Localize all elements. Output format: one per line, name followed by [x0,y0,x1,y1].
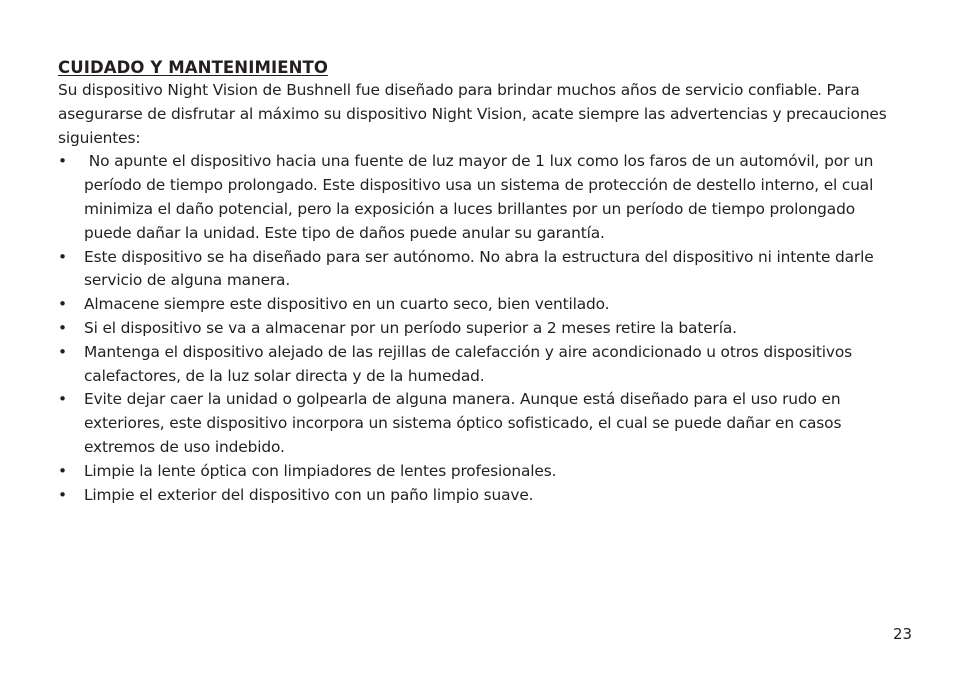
precautions-list [58,150,898,507]
bullet-icon: • [58,318,67,337]
list-item-text: Este dispositivo se ha diseñado para ser autónomo. No abra la estructura del dispositivo ni intente darle servicio de alguna manera. [84,247,874,290]
list-item-text: Evite dejar caer la unidad o golpearla de alguna manera. Aunque está diseñado para el uso rudo en exteriores, este dispositivo incorpora un sistema óptico sofisticado, el cual se puede dañar en casos extremos de uso indebido. [84,390,842,456]
list-item [58,388,898,459]
list-item-text: Limpie el exterior del dispositivo con un paño limpio suave. [84,485,534,504]
bullet-icon: • [58,295,67,314]
list-item [58,150,898,245]
list-item [58,484,898,508]
list-item-text: Mantenga el dispositivo alejado de las rejillas de calefacción y aire acondicionado u otros dispositivos calefactores, de la luz solar directa y de la humedad. [84,342,853,385]
section-heading: CUIDADO Y MANTENIMIENTO [58,58,328,77]
list-item [58,246,898,294]
bullet-icon: • [58,390,67,409]
page-content [58,57,898,507]
list-item-text: No apunte el dispositivo hacia una fuente de luz mayor de 1 lux como los faros de un automóvil, por un período de tiempo prolongado. Este dispositivo usa un sistema de protección de destello interno, el cual minimiza el daño potencial, pero la exposición a luces brillantes por un período de tiempo prolongado puede dañar la unidad. Este tipo de daños puede anular su garantía. [84,152,878,242]
list-item-text: Si el dispositivo se va a almacenar por un período superior a 2 meses retire la batería. [84,318,737,337]
list-item-text: Limpie la lente óptica con limpiadores de lentes profesionales. [84,461,557,480]
list-item [58,460,898,484]
page-number: 23 [893,625,913,643]
list-item [58,341,898,389]
intro-paragraph: Su dispositivo Night Vision de Bushnell fue diseñado para brindar muchos años de servicio confiable. Para asegurarse de disfrutar al máximo su dispositivo Night Vision, acate siempre las advertencias y precauciones siguientes: [58,81,887,147]
bullet-icon: • [58,152,67,171]
bullet-icon: • [58,342,67,361]
bullet-icon: • [58,485,67,504]
bullet-icon: • [58,247,67,266]
list-item-text: Almacene siempre este dispositivo en un cuarto seco, bien ventilado. [84,295,610,314]
list-item [58,317,898,341]
bullet-icon: • [58,461,67,480]
list-item [58,293,898,317]
